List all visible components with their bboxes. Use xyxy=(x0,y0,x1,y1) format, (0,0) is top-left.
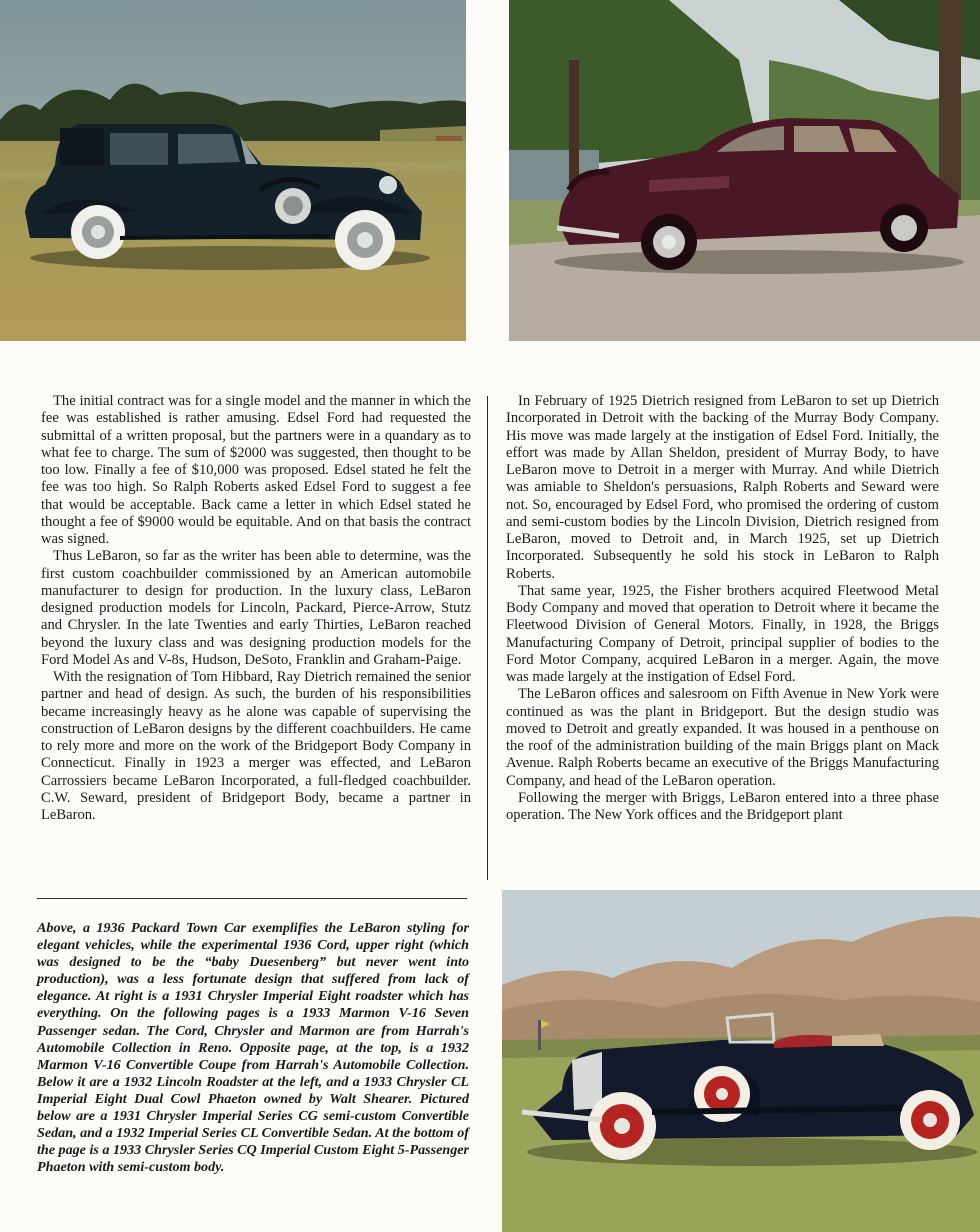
body-text-left-column xyxy=(41,393,471,824)
photo-cord-sedan xyxy=(509,0,980,341)
paragraph: That same year, 1925, the Fisher brothers acquired Fleetwood Metal Body Company and moved that operation to Detroit where it became the Fleetwood Division of General Motors. Finally, in 1928, the Briggs Manufacturing Company of Detroit, principal supplier of bodies to the Ford Motor Company, acquired LeBaron in a merger. Again, the move was made largely at the instigation of Edsel Ford. xyxy=(506,582,939,685)
caption-divider xyxy=(37,898,467,899)
column-divider xyxy=(487,396,488,880)
paragraph: In February of 1925 Dietrich resigned from LeBaron to set up Dietrich Incorporated in Detroit with the backing of the Murray Body Company. His move was made largely at the instigation of Edsel Ford. Initially, the effort was made by Allan Sheldon, president of Murray Body, to have LeBaron move to Detroit in a merger with Murray. And while Dietrich was amiable to Sheldon's persuasions, Ralph Roberts and Seward were not. So, encouraged by Edsel Ford, who promised the ordering of custom and semi-custom bodies by the Lincoln Division, Dietrich resigned from LeBaron, moved to Detroit and, in March 1925, set up Dietrich Incorporated. Subsequently he sold his stock in LeBaron to Ralph Roberts. xyxy=(506,393,939,582)
photo-packard-town-car xyxy=(0,0,466,341)
paragraph: Thus LeBaron, so far as the writer has been able to determine, was the first custom coachbuilder commissioned by an American automobile manufacturer to design for production. In the luxury class, LeBaron designed production models for Lincoln, Packard, Pierce-Arrow, Stutz and Chrysler. In the late Twenties and early Thirties, LeBaron reached beyond the luxury class and was designing production models for the Ford Model As and V-8s, Hudson, DeSoto, Franklin and Graham-Paige. xyxy=(41,548,471,668)
body-text-right-column xyxy=(506,393,939,824)
photo-caption: Above, a 1936 Packard Town Car exemplifies the LeBaron styling for elegant vehicles, while the experimental 1936 Cord, upper right (which was designed to be the “baby Duesenberg” but never went into production), was a less fortunate design that suffered from lack of elegance. At right is a 1931 Chrysler Imperial Eight roadster which has everything. On the following pages is a 1933 Marmon V-16 Seven Passenger sedan. The Cord, Chrysler and Marmon are from Harrah's Automobile Collection in Reno. Opposite page, at the top, is a 1932 Marmon V-16 Convertible Coupe from Harrah's Automobile Collection. Below it are a 1932 Lincoln Roadster at the left, and a 1933 Chrysler CL Imperial Eight Dual Cowl Phaeton owned by Walt Shearer. Pictured below are a 1931 Chrysler Imperial Series CG semi-custom Convertible Sedan, and a 1932 Imperial Series CL Convertible Sedan. At the bottom of the page is a 1933 Chrysler Series CQ Imperial Custom Eight 5-Passenger Phaeton with semi-custom body. xyxy=(37,920,469,1176)
paragraph: The initial contract was for a single model and the manner in which the fee was established is rather amusing. Edsel Ford had requested the submittal of a written proposal, but the partners were in a quandary as to what fee to charge. The sum of $2000 was suggested, then thought to be too low. Finally a fee of $10,000 was proposed. Edsel stated he felt the fee was too high. So Ralph Roberts asked Edsel Ford to suggest a fee that would be acceptable. Back came a letter in which Edsel stated he thought a fee of $9000 would be equitable. And on that basis the contract was signed. xyxy=(41,393,471,547)
paragraph: Following the merger with Briggs, LeBaron entered into a three phase operation. The New York offices and the Bridgeport plant xyxy=(506,789,939,823)
photo-chrysler-imperial-roadster xyxy=(502,890,980,1232)
paragraph: The LeBaron offices and salesroom on Fifth Avenue in New York were continued as was the plant in Bridgeport. But the design studio was moved to Detroit and greatly expanded. It was housed in a penthouse on the roof of the administration building of the main Briggs plant on Mack Avenue. Ralph Roberts became an executive of the Briggs Manufacturing Company, and head of the LeBaron operation. xyxy=(506,686,939,789)
paragraph: With the resignation of Tom Hibbard, Ray Dietrich remained the senior partner and head of design. As such, the burden of his responsibilities became increasingly heavy as he alone was capable of supervising the construction of LeBaron designs by the different coachbuilders. He came to rely more and more on the work of the Bridgeport Body Company in Connecticut. Finally in 1923 a merger was effected, and LeBaron Carrossiers became LeBaron Incorporated, a full-fledged coachbuilder. C.W. Seward, president of Bridgeport Body, became a partner in LeBaron. xyxy=(41,669,471,823)
